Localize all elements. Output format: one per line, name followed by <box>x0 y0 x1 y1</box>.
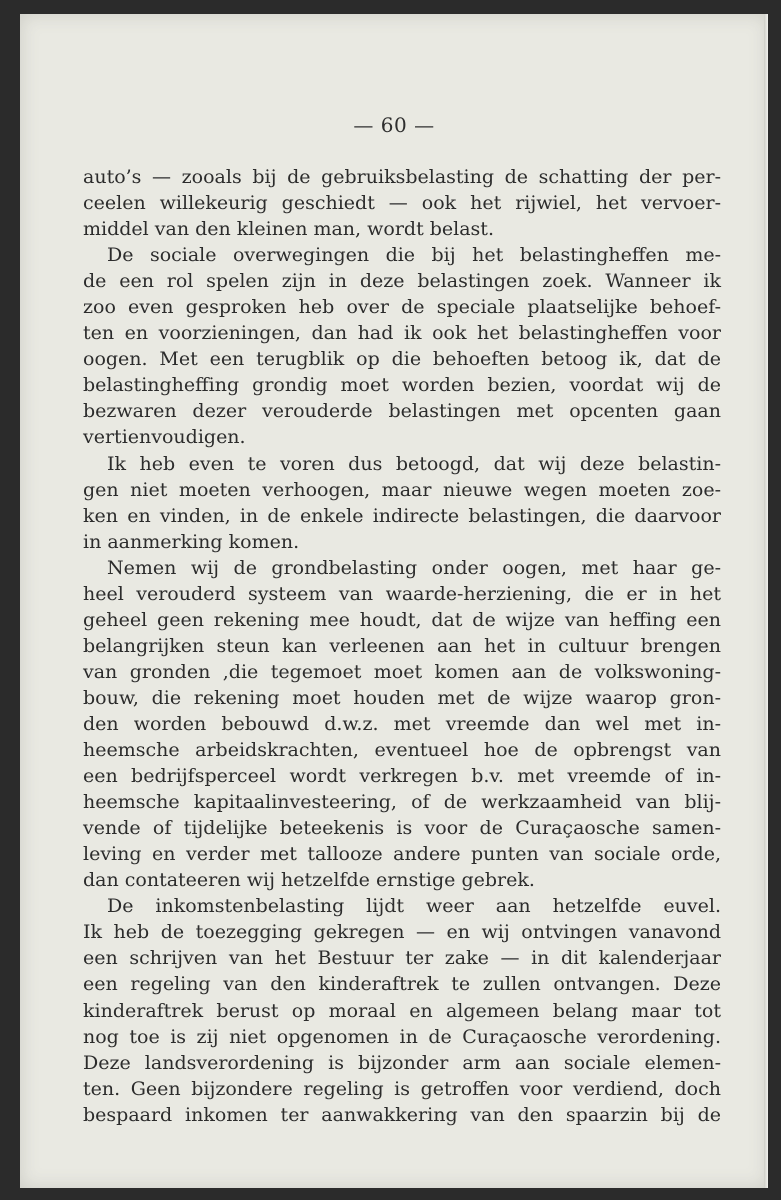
text-line: kinderaftrek berust op moraal en algemeen belang maar tot <box>83 999 721 1022</box>
text-line: ten. Geen bijzondere regeling is getroffen voor verdiend, doch <box>83 1077 721 1100</box>
text-line: heemsche arbeidskrachten, eventueel hoe de opbrengst van <box>83 739 721 762</box>
text-line: heemsche kapitaalinvesteering, of de werkzaamheid van blij- <box>83 791 721 814</box>
scanned-page <box>20 14 768 1188</box>
text-line: nog toe is zij niet opgenomen in de Curaçaosche verordening. <box>83 1025 721 1048</box>
text-line: middel van den kleinen man, wordt belast. <box>83 218 494 241</box>
text-line: bouw, die rekening moet houden met de wijze waarop gron- <box>83 686 721 709</box>
body-text <box>83 164 721 1128</box>
text-line: een schrijven van het Bestuur ter zake — in dit kalenderjaar <box>83 947 721 970</box>
text-line: een regeling van den kinderaftrek te zullen ontvangen. Deze <box>83 973 721 996</box>
text-line: vende of tijdelijke beteekenis is voor de Curaçaosche samen- <box>83 817 721 840</box>
text-line: geheel geen rekening mee houdt, dat de wijze van heffing een <box>83 608 721 631</box>
text-line: De sociale overwegingen die bij het belastingheffen me- <box>107 244 721 267</box>
text-line: Nemen wij de grondbelasting onder oogen, met haar ge- <box>107 556 721 579</box>
page-number: — 60 — <box>353 113 435 137</box>
text-line: bespaard inkomen ter aanwakkering van den spaarzin bij de <box>83 1103 721 1126</box>
text-line: ken en vinden, in de enkele indirecte belastingen, die daarvoor <box>83 504 721 527</box>
text-line: Ik heb even te voren dus betoogd, dat wij deze belastin- <box>107 452 721 475</box>
text-line: Ik heb de toezegging gekregen — en wij ontvingen vanavond <box>83 921 721 944</box>
text-line: ten en voorzieningen, dan had ik ook het belastingheffen voor <box>83 322 721 345</box>
text-line: ceelen willekeurig geschiedt — ook het rijwiel, het vervoer- <box>83 192 721 215</box>
text-line: bezwaren dezer verouderde belastingen met opcenten gaan <box>83 400 721 423</box>
text-line: oogen. Met een terugblik op die behoeften betoog ik, dat de <box>83 348 721 371</box>
text-line: belangrijken steun kan verleenen aan het in cultuur brengen <box>83 634 721 657</box>
text-line: zoo even gesproken heb over de speciale plaatselijke behoef- <box>83 296 721 319</box>
text-line: dan contateeren wij hetzelfde ernstige gebrek. <box>83 869 535 892</box>
page-edge <box>764 14 768 1188</box>
text-line: een bedrijfsperceel wordt verkregen b.v. met vreemde of in- <box>83 765 721 788</box>
text-line: den worden bebouwd d.w.z. met vreemde dan wel met in- <box>83 712 721 735</box>
text-line: in aanmerking komen. <box>83 530 300 553</box>
text-line: de een rol spelen zijn in deze belastingen zoek. Wanneer ik <box>83 270 721 293</box>
text-line: Deze landsverordening is bijzonder arm aan sociale elemen- <box>83 1051 721 1074</box>
text-line: van gronden ,die tegemoet moet komen aan de volkswoning- <box>83 660 721 683</box>
text-line: gen niet moeten verhoogen, maar nieuwe wegen moeten zoe- <box>83 478 721 501</box>
text-line: heel verouderd systeem van waarde-herziening, die er in het <box>83 582 721 605</box>
text-line: vertienvoudigen. <box>83 426 246 449</box>
text-line: leving en verder met tallooze andere punten van sociale orde, <box>83 843 721 866</box>
text-line: De inkomstenbelasting lijdt weer aan hetzelfde euvel. <box>107 895 721 918</box>
text-line: auto’s — zooals bij de gebruiksbelasting de schatting der per- <box>83 166 721 188</box>
text-line: belastingheffing grondig moet worden bezien, voordat wij de <box>83 374 721 397</box>
